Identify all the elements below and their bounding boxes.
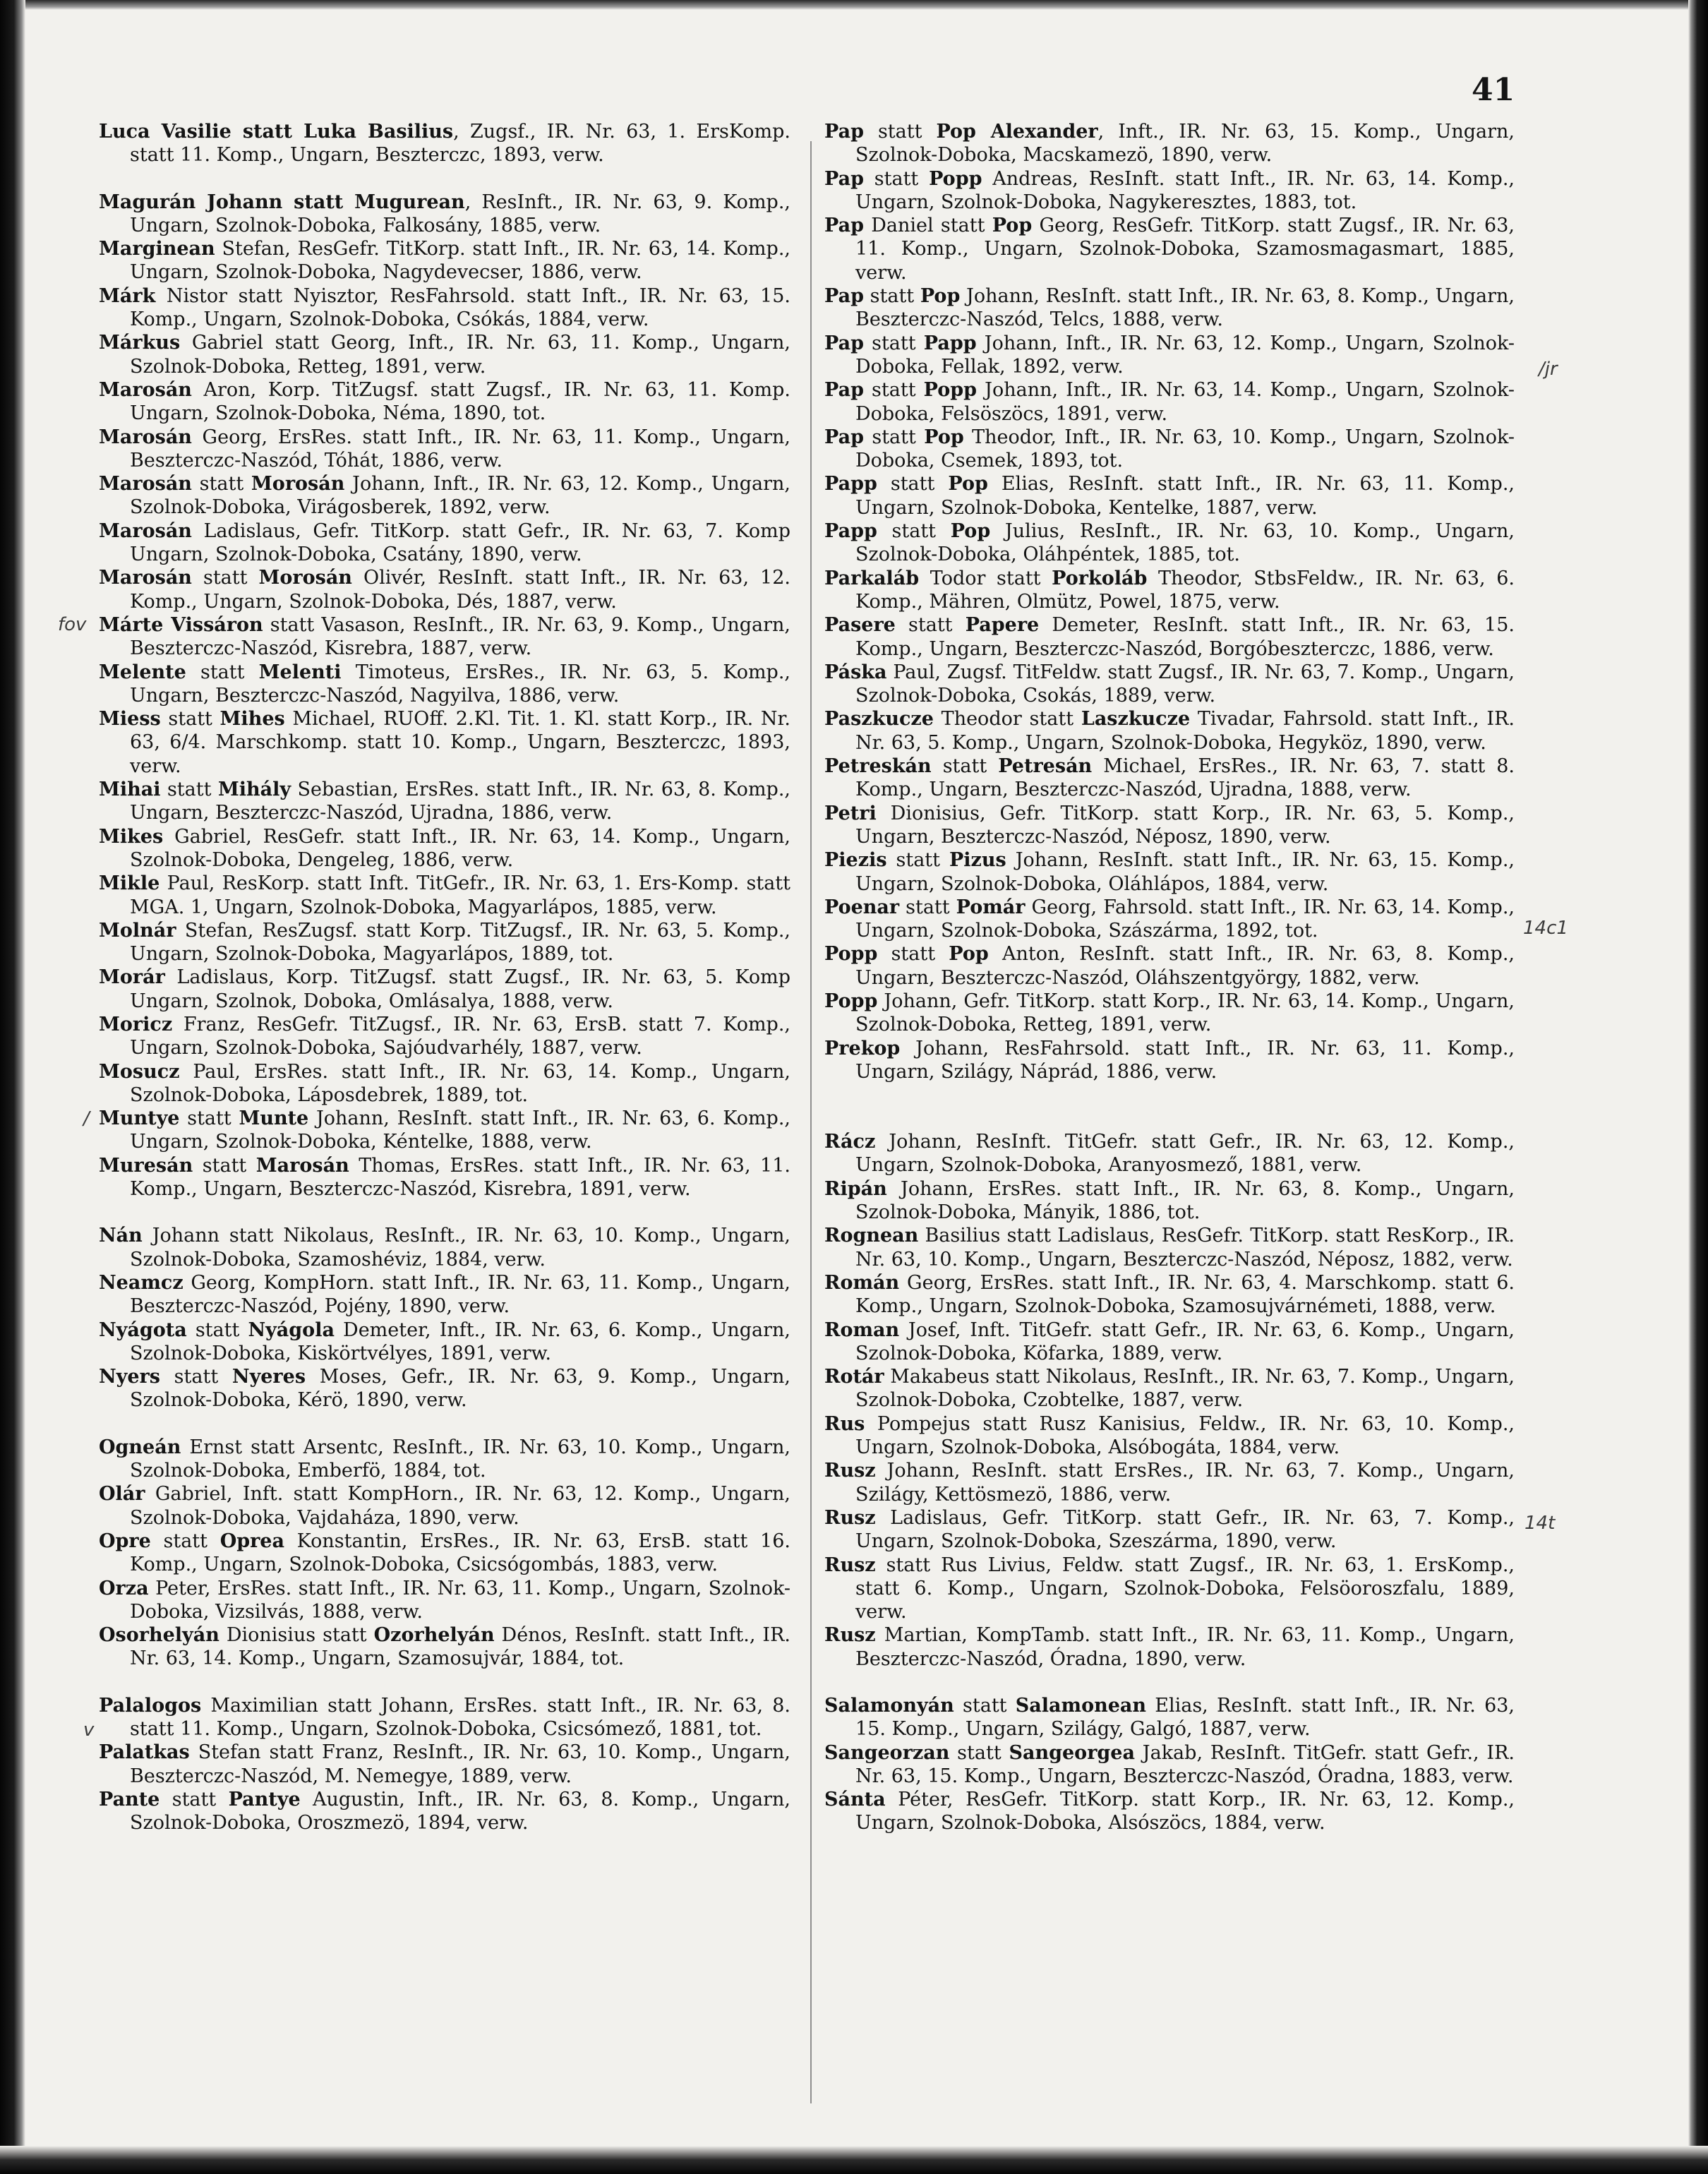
- register-entry: [824, 1788, 1515, 1835]
- entry-details: Olivér, ResInft. statt Inft., IR. Nr. 63, 12. Komp., Ungarn, Szolnok-Doboka, Dés, 1887, verw.: [130, 567, 790, 613]
- entry-details: statt: [886, 849, 949, 872]
- entry-details: Tivadar, Fahrsold. statt Inft., IR. Nr. 63, 5. Komp., Ungarn, Szolnok-Doboka, Hegyköz, 1890, verw.: [855, 708, 1515, 754]
- register-entry: [824, 1177, 1515, 1225]
- entry-name: Pap: [824, 426, 864, 448]
- entry-details: Dénos, ResInft. statt Inft., IR. Nr. 63, 14. Komp., Ungarn, Szamosujvár, 1884, tot.: [130, 1624, 790, 1670]
- entry-details: statt: [931, 755, 999, 778]
- register-entry: [824, 284, 1515, 332]
- entry-details: Nistor statt Nyisztor, ResFahrsold. statt Inft., IR. Nr. 63, 15. Komp., Ungarn, Szolnok-Doboka, Csókás, 1884, verw.: [130, 284, 790, 331]
- entry-name: Mihes: [219, 708, 285, 731]
- entry-name: Sánta: [824, 1789, 886, 1811]
- entry-details: Stefan, ResGefr. TitKorp. statt Inft., IR. Nr. 63, 14. Komp., Ungarn, Szolnok-Doboka, Nagydevecser, 1886, verw.: [130, 238, 790, 284]
- register-entry: [99, 1224, 790, 1271]
- entry-name: Marosán: [99, 426, 192, 448]
- register-entry: [824, 1319, 1515, 1366]
- scan-border-bottom: [0, 2146, 1708, 2174]
- entry-name: Popp: [923, 379, 978, 402]
- entry-details: Ladislaus, Korp. TitZugsf. statt Zugsf., IR. Nr. 63, 5. Komp Ungarn, Szolnok, Doboka, Omlásalya, 1888, verw.: [130, 966, 790, 1012]
- entry-details: Georg, ErsRes. statt Inft., IR. Nr. 63, 11. Komp., Ungarn, Beszterczc-Naszód, Tóhát, 1886, verw.: [130, 426, 790, 472]
- register-entry: [99, 120, 790, 167]
- entry-name: Pap: [824, 379, 864, 402]
- entry-name: Pop: [950, 520, 991, 543]
- register-entry: [824, 613, 1515, 661]
- entry-name: Papere: [965, 614, 1040, 637]
- register-entry: [99, 1365, 790, 1412]
- register-entry: [824, 1694, 1515, 1741]
- entry-details: Josef, Inft. TitGefr. statt Gefr., IR. Nr. 63, 6. Komp., Ungarn, Szolnok-Doboka, Köfarka, 1889, verw.: [855, 1319, 1515, 1364]
- entry-name: Márkus: [99, 332, 181, 354]
- entry-details: statt: [949, 1741, 1009, 1764]
- entry-name: Pop: [924, 426, 964, 448]
- entry-name: Román: [824, 1271, 900, 1294]
- entry-name: Papp: [824, 520, 877, 543]
- entry-details: Theodor, Inft., IR. Nr. 63, 10. Komp., Ungarn, Szolnok-Doboka, Csemek, 1893, tot.: [855, 426, 1515, 472]
- entry-name: Nyágota: [99, 1319, 187, 1341]
- register-entry: [824, 802, 1515, 849]
- entry-details: statt: [150, 1530, 220, 1552]
- entry-details: Theodor, StbsFeldw., IR. Nr. 63, 6. Komp., Mähren, Olmütz, Powel, 1875, verw.: [855, 567, 1515, 613]
- entry-name: Sangeorgea: [1009, 1741, 1135, 1764]
- register-entry: [99, 1060, 790, 1107]
- entry-name: Opre: [99, 1530, 151, 1552]
- entry-name: Palatkas: [99, 1741, 190, 1764]
- entry-name: Muntye: [99, 1107, 180, 1130]
- entry-name: Munte: [239, 1107, 309, 1130]
- entry-details: Ernst statt Arsentc, ResInft., IR. Nr. 63, 10. Komp., Ungarn, Szolnok-Doboka, Emberfö, 1884, tot.: [130, 1436, 790, 1482]
- entry-name: Mihai: [99, 779, 161, 801]
- entry-name: Pap: [824, 167, 864, 190]
- entry-details: Todor statt: [919, 567, 1052, 589]
- entry-name: Orza: [99, 1577, 149, 1599]
- register-entry: [824, 990, 1515, 1037]
- left-column: [99, 120, 790, 1834]
- register-entry: [824, 896, 1515, 943]
- entry-name: Morár: [99, 966, 165, 989]
- entry-details: statt: [863, 332, 924, 354]
- entry-details: Ladislaus, Gefr. TitKorp. statt Gefr., IR. Nr. 63, 7. Komp Ungarn, Szolnok-Doboka, Csatány, 1890, verw.: [130, 520, 790, 566]
- entry-name: Pantye: [228, 1788, 301, 1810]
- entry-details: statt: [186, 1319, 248, 1341]
- register-entry: [824, 1037, 1515, 1084]
- register-entry: [99, 1271, 790, 1319]
- register-entry: [824, 1224, 1515, 1271]
- margin-note: 14t: [1524, 1513, 1556, 1534]
- entry-details: Stefan, ResZugsf. statt Korp. TitZugsf., IR. Nr. 63, 5. Komp., Ungarn, Szolnok-Doboka, Magyarlápos, 1889, tot.: [130, 919, 790, 966]
- register-entry: [824, 942, 1515, 990]
- register-entry: [99, 825, 790, 872]
- entry-details: Péter, ResGefr. TitKorp. statt Korp., IR. Nr. 63, 12. Komp., Ungarn, Szolnok-Doboka, Alsószöcs, 1884, verw.: [855, 1789, 1515, 1834]
- entry-details: statt: [186, 661, 259, 683]
- register-entry: [99, 661, 790, 708]
- register-entry: [824, 567, 1515, 614]
- entry-details: statt: [895, 614, 966, 637]
- register-entry: [824, 1412, 1515, 1460]
- entry-name: Ripán: [824, 1177, 887, 1200]
- entry-name: Pap: [824, 121, 864, 143]
- entry-name: Márk: [99, 284, 156, 307]
- register-entry: [99, 1694, 790, 1741]
- entry-name: Pizus: [949, 849, 1006, 872]
- entry-details: Gabriel, Inft. statt KompHorn., IR. Nr. 63, 12. Komp., Ungarn, Szolnok-Doboka, Vajdaháza, 1890, verw.: [130, 1483, 790, 1529]
- entry-details: Georg, ErsRes. statt Inft., IR. Nr. 63, 4. Marschkomp. statt 6. Komp., Ungarn, Szolnok-Doboka, Szamosujvárnémeti, 1888, verw.: [855, 1271, 1515, 1318]
- entry-name: Morosán: [251, 473, 345, 496]
- entry-details: Demeter, ResInft. statt Inft., IR. Nr. 63, 15. Komp., Ungarn, Beszterczc-Naszód, Borgóbeszterczc, 1886, verw.: [855, 614, 1515, 660]
- entry-details: statt: [193, 1154, 256, 1177]
- entry-name: Papp: [824, 473, 877, 496]
- entry-name: Papp: [923, 332, 977, 354]
- entry-name: Salamonean: [1015, 1695, 1147, 1717]
- entry-name: Piezis: [824, 849, 887, 872]
- entry-name: Morosán: [258, 567, 352, 589]
- entry-name: Marosán: [99, 378, 192, 401]
- register-entry: [99, 566, 790, 613]
- column-divider: [810, 141, 812, 2103]
- entry-details: Theodor statt: [933, 708, 1081, 731]
- entry-name: Miess: [99, 708, 161, 731]
- entry-details: statt: [863, 379, 924, 402]
- entry-name: Prekop: [824, 1037, 901, 1059]
- register-entry: [824, 1623, 1515, 1671]
- register-entry: [824, 120, 1515, 167]
- entry-details: Paul, Zugsf. TitFeldw. statt Zugsf., IR. Nr. 63, 7. Komp., Ungarn, Szolnok-Doboka, Csokás, 1889, verw.: [855, 661, 1515, 707]
- entry-details: Johann, Inft., IR. Nr. 63, 12. Komp., Ungarn, Szolnok-Doboka, Fellak, 1892, verw.: [855, 332, 1515, 378]
- entry-name: Rusz: [824, 1506, 876, 1529]
- entry-details: statt: [160, 1366, 232, 1388]
- register-entry: [99, 1319, 790, 1366]
- right-column: [824, 120, 1515, 1835]
- register-entry: [99, 426, 790, 473]
- scan-border-top: [0, 0, 1708, 10]
- register-entry: [824, 661, 1515, 708]
- entry-name: Palalogos: [99, 1694, 202, 1717]
- entry-details: Johann, ResInft. statt Inft., IR. Nr. 63, 8. Komp., Ungarn, Beszterczc-Naszód, Telcs, 1888, verw.: [855, 285, 1515, 331]
- entry-details: statt Rus Livius, Feldw. statt Zugsf., IR. Nr. 63, 1. ErsKomp., statt 6. Komp., Ungarn, Szolnok-Doboka, Felsöoroszfalu, 1889, verw.: [855, 1554, 1515, 1623]
- entry-details: Georg, KompHorn. statt Inft., IR. Nr. 63, 11. Komp., Ungarn, Beszterczc-Naszód, Pojény, 1890, verw.: [130, 1271, 790, 1318]
- entry-details: statt: [877, 473, 949, 496]
- entry-details: Ladislaus, Gefr. TitKorp. statt Gefr., IR. Nr. 63, 7. Komp., Ungarn, Szolnok-Doboka, Szeszárma, 1890, verw.: [855, 1506, 1515, 1553]
- margin-note: /: [83, 1108, 90, 1129]
- entry-details: Johann, ResInft. statt ErsRes., IR. Nr. 63, 7. Komp., Ungarn, Szilágy, Kettösmezö, 1886, verw.: [855, 1460, 1515, 1506]
- register-entry: [99, 1107, 790, 1154]
- register-entry: [824, 426, 1515, 473]
- entry-name: Molnár: [99, 919, 176, 942]
- register-entry: [99, 331, 790, 378]
- entry-details: statt: [863, 121, 937, 143]
- entry-name: Rácz: [824, 1131, 876, 1153]
- entry-name: Marginean: [99, 238, 215, 260]
- entry-details: Daniel statt: [863, 215, 992, 237]
- entry-details: Pompejus statt Rusz Kanisius, Feldw., IR. Nr. 63, 10. Komp., Ungarn, Szolnok-Doboka, Alsóbogáta, 1884, verw.: [855, 1412, 1515, 1459]
- register-entry: [99, 191, 790, 238]
- section-gap: [99, 1412, 790, 1436]
- register-entry: [99, 1436, 790, 1483]
- entry-name: Popp: [824, 943, 878, 966]
- entry-name: Rusz: [824, 1554, 876, 1576]
- entry-name: Moricz: [99, 1013, 173, 1035]
- entry-name: Laszkucze: [1081, 708, 1191, 731]
- entry-details: Paul, ResKorp. statt Inft. TitGefr., IR. Nr. 63, 1. Ers-Komp. statt MGA. 1, Ungarn, Szolnok-Doboka, Magyarlápos, 1885, verw.: [130, 872, 790, 918]
- entry-details: statt: [179, 1107, 239, 1130]
- entry-name: Roman: [824, 1319, 900, 1341]
- entry-details: Dionisius statt: [219, 1624, 374, 1647]
- entry-details: Moses, Gefr., IR. Nr. 63, 9. Komp., Ungarn, Szolnok-Doboka, Kérö, 1890, verw.: [130, 1366, 791, 1412]
- section-gap: [824, 1107, 1515, 1130]
- register-entry: [824, 1459, 1515, 1506]
- entry-details: statt: [160, 779, 218, 801]
- register-entry: [99, 1013, 790, 1060]
- entry-details: Augustin, Inft., IR. Nr. 63, 8. Komp., Ungarn, Szolnok-Doboka, Oroszmezö, 1894, verw.: [130, 1788, 790, 1834]
- entry-name: Pop: [949, 943, 989, 966]
- entry-name: Neamcz: [99, 1271, 184, 1294]
- entry-name: Ozorhelyán: [373, 1624, 495, 1647]
- entry-name: Petresán: [998, 755, 1093, 778]
- scan-border-left: [0, 0, 25, 2174]
- entry-details: statt: [877, 943, 949, 966]
- entry-details: statt: [191, 567, 259, 589]
- entry-name: Paszkucze: [824, 708, 934, 731]
- entry-details: statt: [863, 285, 920, 308]
- scan-border-right: [1688, 0, 1708, 2174]
- entry-name: Páska: [824, 661, 887, 683]
- entry-details: statt: [877, 520, 951, 543]
- register-entry: [99, 1482, 790, 1530]
- entry-details: statt: [160, 708, 220, 731]
- section-gap: [824, 1671, 1515, 1694]
- register-entry: [824, 520, 1515, 567]
- entry-name: Pap: [824, 285, 864, 308]
- entry-details: Franz, ResGefr. TitZugsf., IR. Nr. 63, ErsB. statt 7. Komp., Ungarn, Szolnok-Doboka, Sajóudvarhély, 1887, verw.: [130, 1013, 790, 1059]
- register-entry: [824, 332, 1515, 379]
- register-entry: [99, 613, 790, 661]
- entry-details: Thomas, ErsRes. statt Inft., IR. Nr. 63, 11. Komp., Ungarn, Beszterczc-Naszód, Kisrebra, 1891, verw.: [130, 1154, 790, 1201]
- entry-name: Porkoláb: [1052, 567, 1148, 589]
- entry-details: Michael, ErsRes., IR. Nr. 63, 7. statt 8. Komp., Ungarn, Beszterczc-Naszód, Ujradna, 1888, verw.: [855, 755, 1515, 801]
- section-gap: [99, 1671, 790, 1694]
- entry-name: Olár: [99, 1483, 145, 1506]
- entry-name: Sangeorzan: [824, 1741, 950, 1764]
- entry-name: Pap: [824, 332, 864, 354]
- register-entry: [824, 707, 1515, 755]
- entry-name: Rotár: [824, 1366, 884, 1388]
- entry-details: Peter, ErsRes. statt Inft., IR. Nr. 63, 11. Komp., Ungarn, Szolnok-Doboka, Vizsilvás, 1888, verw.: [130, 1577, 790, 1623]
- entry-details: Michael, RUOff. 2.Kl. Tit. 1. Kl. statt Korp., IR. Nr. 63, 6/4. Marschkomp. statt 10. Komp., Ungarn, Beszterczc, 1893, verw.: [130, 708, 790, 777]
- register-entry: [824, 1741, 1515, 1789]
- section-gap: [99, 167, 790, 191]
- register-entry: [99, 1788, 790, 1835]
- register-entry: [99, 237, 790, 284]
- entry-details: Johann, ErsRes. statt Inft., IR. Nr. 63, 8. Komp., Ungarn, Szolnok-Doboka, Mányik, 1886, tot.: [855, 1177, 1515, 1224]
- entry-details: Johann, Inft., IR. Nr. 63, 12. Komp., Ungarn, Szolnok-Doboka, Virágosberek, 1892, verw.: [130, 473, 790, 519]
- entry-details: Johann, ResInft. TitGefr. statt Gefr., IR. Nr. 63, 12. Komp., Ungarn, Szolnok-Doboka, Aranyosmező, 1881, verw.: [855, 1131, 1515, 1177]
- entry-details: Konstantin, ErsRes., IR. Nr. 63, ErsB. statt 16. Komp., Ungarn, Szolnok-Doboka, Csicsógombás, 1883, verw.: [130, 1530, 790, 1576]
- entry-name: Marosán: [255, 1154, 349, 1177]
- entry-details: Julius, ResInft., IR. Nr. 63, 10. Komp., Ungarn, Szolnok-Doboka, Oláhpéntek, 1885, tot.: [855, 520, 1515, 566]
- register-entry: [824, 1365, 1515, 1412]
- register-entry: [824, 755, 1515, 802]
- entry-details: Johann, ResFahrsold. statt Inft., IR. Nr. 63, 11. Komp., Ungarn, Szilágy, Náprád, 1886, verw.: [855, 1037, 1515, 1083]
- section-gap: [99, 1201, 790, 1224]
- entry-details: statt: [863, 426, 925, 448]
- register-entry: [824, 378, 1515, 426]
- register-entry: [99, 378, 790, 426]
- entry-details: Elias, ResInft. statt Inft., IR. Nr. 63, 11. Komp., Ungarn, Szolnok-Doboka, Kentelke, 1887, verw.: [855, 473, 1515, 519]
- register-entry: [824, 1130, 1515, 1177]
- entry-name: Pante: [99, 1788, 160, 1810]
- entry-details: Gabriel, ResGefr. statt Inft., IR. Nr. 63, 14. Komp., Ungarn, Szolnok-Doboka, Dengeleg, 1886, verw.: [130, 825, 790, 871]
- entry-name: Muresán: [99, 1154, 193, 1177]
- entry-details: Maximilian statt Johann, ErsRes. statt Inft., IR. Nr. 63, 8. statt 11. Komp., Ungarn, Szolnok-Doboka, Csicsómező, 1881, tot.: [130, 1694, 790, 1740]
- entry-details: Johann statt Nikolaus, ResInft., IR. Nr. 63, 10. Komp., Ungarn, Szolnok-Doboka, Szamoshéviz, 1884, verw.: [130, 1225, 790, 1271]
- entry-details: statt: [863, 167, 930, 190]
- entry-name: Petri: [824, 802, 877, 824]
- entry-details: statt: [191, 473, 251, 496]
- entry-details: Timoteus, ErsRes., IR. Nr. 63, 5. Komp., Ungarn, Beszterczc-Naszód, Nagyilva, 1886, verw.: [130, 661, 790, 707]
- entry-name: Melente: [99, 661, 186, 683]
- entry-name: Marosán: [99, 520, 192, 542]
- register-entry: [99, 1530, 790, 1577]
- register-entry: [824, 167, 1515, 215]
- entry-name: Parkaláb: [824, 567, 920, 589]
- entry-details: Dionisius, Gefr. TitKorp. statt Korp., IR. Nr. 63, 5. Komp., Ungarn, Beszterczc-Naszód, Néposz, 1890, verw.: [855, 802, 1515, 848]
- entry-details: Martian, KompTamb. statt Inft., IR. Nr. 63, 11. Komp., Ungarn, Beszterczc-Naszód, Óradna, 1890, verw.: [855, 1624, 1515, 1670]
- entry-name: Petreskán: [824, 755, 932, 778]
- register-entry: [99, 707, 790, 778]
- entry-name: Rusz: [824, 1460, 876, 1482]
- register-entry: [824, 1506, 1515, 1554]
- entry-name: Oprea: [219, 1530, 284, 1552]
- entry-name: Magurán Johann statt Mugurean: [99, 191, 465, 213]
- register-entry: [824, 1271, 1515, 1319]
- entry-name: Pomár: [956, 896, 1026, 918]
- entry-details: Anton, ResInft. statt Inft., IR. Nr. 63, 8. Komp., Ungarn, Beszterczc-Naszód, Oláhszentgyörgy, 1882, verw.: [855, 943, 1515, 989]
- entry-name: Marosán: [99, 473, 192, 496]
- register-entry: [99, 872, 790, 919]
- register-entry: [99, 1623, 790, 1671]
- entry-name: Popp: [929, 167, 982, 190]
- entry-name: Osorhelyán: [99, 1624, 219, 1647]
- entry-details: Elias, ResInft. statt Inft., IR. Nr. 63, 15. Komp., Ungarn, Szilágy, Galgó, 1887, verw.: [855, 1695, 1515, 1741]
- entry-name: Poenar: [824, 896, 900, 918]
- register-entry: [99, 284, 790, 332]
- entry-details: Stefan statt Franz, ResInft., IR. Nr. 63, 10. Komp., Ungarn, Beszterczc-Naszód, M. Nemegye, 1889, verw.: [130, 1741, 790, 1787]
- page-number: 41: [1472, 72, 1515, 108]
- entry-details: statt Vasason, ResInft., IR. Nr. 63, 9. Komp., Ungarn, Beszterczc-Naszód, Kisrebra, 1887, verw.: [130, 613, 790, 660]
- margin-note: /jr: [1539, 359, 1558, 380]
- entry-details: Johann, Inft., IR. Nr. 63, 14. Komp., Ungarn, Szolnok-Doboka, Felsöszöcs, 1891, verw.: [855, 379, 1515, 425]
- register-entry: [99, 919, 790, 966]
- entry-details: Aron, Korp. TitZugsf. statt Zugsf., IR. Nr. 63, 11. Komp. Ungarn, Szolnok-Doboka, Néma, 1890, tot.: [130, 378, 790, 425]
- entry-details: Makabeus statt Nikolaus, ResInft., IR. Nr. 63, 7. Komp., Ungarn, Szolnok-Doboka, Czobtelke, 1887, verw.: [855, 1366, 1515, 1412]
- entry-details: statt: [899, 896, 956, 918]
- entry-details: Georg, ResGefr. TitKorp. statt Zugsf., IR. Nr. 63, 11. Komp., Ungarn, Szolnok-Doboka, Szamosmagasmart, 1885, verw.: [855, 215, 1515, 284]
- entry-details: , Inft., IR. Nr. 63, 15. Komp., Ungarn, Szolnok-Doboka, Macskamezö, 1890, verw.: [855, 121, 1515, 167]
- margin-note: fov: [58, 614, 87, 635]
- entry-name: Nyágola: [248, 1319, 335, 1341]
- entry-name: Pop Alexander: [936, 121, 1098, 143]
- margin-note: v: [83, 1719, 95, 1741]
- entry-name: Pop: [948, 473, 988, 496]
- register-entry: [99, 472, 790, 520]
- entry-details: Sebastian, ErsRes. statt Inft., IR. Nr. 63, 8. Komp., Ungarn, Beszterczc-Naszód, Ujradna, 1886, verw.: [130, 779, 790, 824]
- register-entry: [824, 848, 1515, 896]
- entry-name: Mihály: [217, 779, 291, 801]
- entry-details: Jakab, ResInft. TitGefr. statt Gefr., IR. Nr. 63, 15. Komp., Ungarn, Beszterczc-Naszód, Óradna, 1883, verw.: [855, 1741, 1515, 1787]
- register-entry: [99, 520, 790, 567]
- register-entry: [99, 1577, 790, 1624]
- entry-name: Popp: [824, 990, 878, 1012]
- entry-details: Basilius statt Ladislaus, ResGefr. TitKorp. statt ResKorp., IR. Nr. 63, 10. Komp., Ungarn, Beszterczc-Naszód, Néposz, 1882, verw.: [855, 1225, 1515, 1271]
- entry-name: Pop: [920, 285, 961, 308]
- entry-name: Ogneán: [99, 1436, 181, 1458]
- entry-details: Johann, ResInft. statt Inft., IR. Nr. 63, 6. Komp., Ungarn, Szolnok-Doboka, Kéntelke, 1888, verw.: [130, 1107, 790, 1153]
- entry-name: Mikes: [99, 825, 164, 848]
- entry-name: Nán: [99, 1225, 143, 1247]
- entry-details: Johann, Gefr. TitKorp. statt Korp., IR. Nr. 63, 14. Komp., Ungarn, Szolnok-Doboka, Retteg, 1891, verw.: [855, 990, 1515, 1036]
- entry-name: Nyeres: [231, 1366, 306, 1388]
- entry-name: Marosán: [99, 567, 192, 589]
- entry-details: , Zugsf., IR. Nr. 63, 1. ErsKomp. statt 11. Komp., Ungarn, Beszterczc, 1893, verw.: [130, 121, 790, 167]
- entry-details: Gabriel statt Georg, Inft., IR. Nr. 63, 11. Komp., Ungarn, Szolnok-Doboka, Retteg, 1891, verw.: [130, 332, 790, 378]
- entry-name: Pasere: [824, 614, 896, 637]
- entry-name: Melenti: [258, 661, 342, 683]
- entry-name: Márte Vissáron: [99, 613, 263, 636]
- entry-name: Pop: [992, 215, 1033, 237]
- section-gap: [824, 1083, 1515, 1107]
- entry-name: Salamonyán: [824, 1695, 954, 1717]
- entry-details: Andreas, ResInft. statt Inft., IR. Nr. 63, 14. Komp., Ungarn, Szolnok-Doboka, Nagykeresztes, 1883, tot.: [855, 167, 1515, 213]
- entry-name: Mosucz: [99, 1060, 180, 1083]
- entry-name: Rusz: [824, 1624, 876, 1647]
- register-entry: [824, 214, 1515, 284]
- entry-name: Rus: [824, 1412, 865, 1435]
- register-entry: [99, 778, 790, 825]
- register-entry: [99, 966, 790, 1013]
- register-entry: [99, 1741, 790, 1788]
- margin-note: 14c1: [1523, 918, 1568, 939]
- entry-name: Nyers: [99, 1366, 160, 1388]
- register-entry: [99, 1154, 790, 1201]
- entry-name: Pap: [824, 215, 864, 237]
- entry-details: statt: [954, 1695, 1016, 1717]
- entry-name: Mikle: [99, 872, 160, 895]
- entry-details: Demeter, Inft., IR. Nr. 63, 6. Komp., Ungarn, Szolnok-Doboka, Kiskörtvélyes, 1891, verw.: [130, 1319, 790, 1364]
- entry-name: Luca Vasilie statt Luka Basilius: [99, 121, 454, 143]
- entry-details: statt: [160, 1788, 229, 1810]
- entry-details: , ResInft., IR. Nr. 63, 9. Komp., Ungarn, Szolnok-Doboka, Falkosány, 1885, verw.: [130, 191, 790, 236]
- entry-details: Georg, Fahrsold. statt Inft., IR. Nr. 63, 14. Komp., Ungarn, Szolnok-Doboka, Szászárma, 1892, tot.: [855, 896, 1515, 942]
- entry-name: Rognean: [824, 1225, 919, 1247]
- entry-details: Paul, ErsRes. statt Inft., IR. Nr. 63, 14. Komp., Ungarn, Szolnok-Doboka, Láposdebrek, 1889, tot.: [130, 1060, 790, 1106]
- entry-details: Johann, ResInft. statt Inft., IR. Nr. 63, 15. Komp., Ungarn, Szolnok-Doboka, Oláhlápos, 1884, verw.: [855, 849, 1515, 895]
- register-entry: [824, 1554, 1515, 1624]
- register-entry: [824, 472, 1515, 520]
